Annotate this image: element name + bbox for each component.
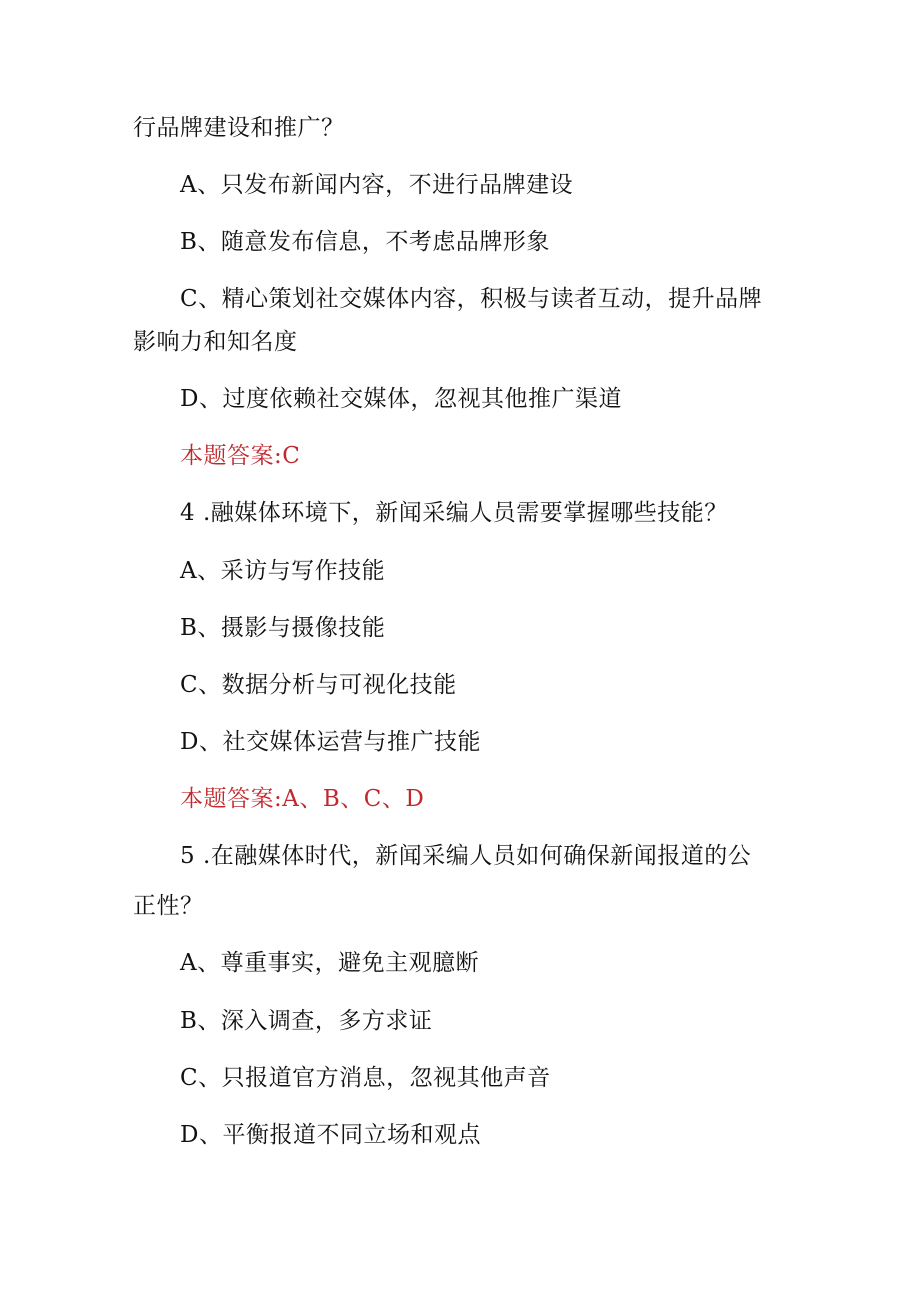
- question-3-answer: 本题答案:C: [180, 443, 301, 469]
- question-3-option-d: D、过度依赖社交媒体，忽视其他推广渠道: [180, 386, 622, 412]
- question-5-stem: 5 .在融媒体时代，新闻采编人员如何确保新闻报道的公: [180, 843, 752, 869]
- question-5-option-b: B、深入调查，多方求证: [180, 1008, 433, 1034]
- question-3-option-b: B、随意发布信息，不考虑品牌形象: [180, 229, 550, 255]
- question-4-option-d: D、社交媒体运营与推广技能: [180, 729, 481, 755]
- question-5-option-a: A、尊重事实，避免主观臆断: [180, 950, 480, 976]
- question-4-answer: 本题答案:A、B、C、D: [180, 786, 425, 812]
- question-5-option-c: C、只报道官方消息，忽视其他声音: [180, 1065, 551, 1091]
- question-5-stem-continued: 正性？: [133, 893, 204, 919]
- question-4-option-a: A、采访与写作技能: [180, 558, 386, 584]
- question-4-stem: 4 .融媒体环境下，新闻采编人员需要掌握哪些技能？: [180, 500, 728, 526]
- question-3-option-a: A、只发布新闻内容，不进行品牌建设: [180, 172, 574, 198]
- question-4-option-c: C、数据分析与可视化技能: [180, 672, 457, 698]
- question-5-option-d: D、平衡报道不同立场和观点: [180, 1122, 481, 1148]
- question-3-option-c-continued: 影响力和知名度: [133, 329, 298, 355]
- question-3-option-c: C、精心策划社交媒体内容，积极与读者互动，提升品牌: [180, 286, 763, 312]
- question-3-stem-tail: 行品牌建设和推广？: [133, 115, 345, 141]
- question-4-option-b: B、摄影与摄像技能: [180, 615, 386, 641]
